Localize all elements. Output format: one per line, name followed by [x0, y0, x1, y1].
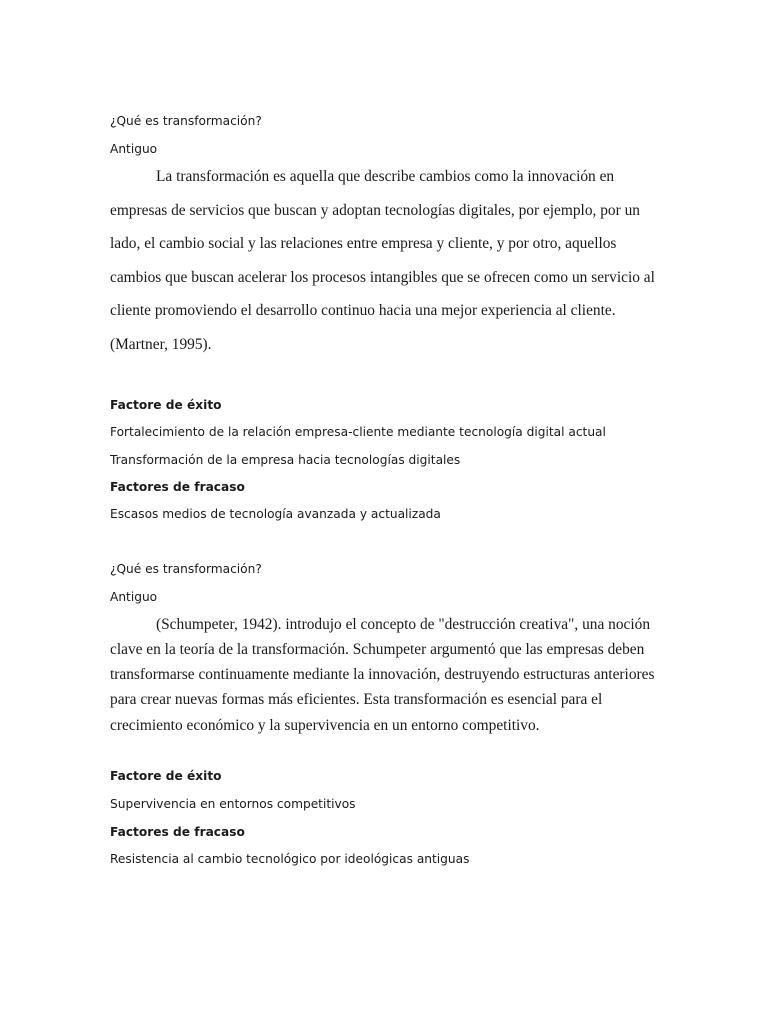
- section-1-failure-item: Escasos medios de tecnología avanzada y actualizada: [110, 507, 441, 521]
- section-2-success-heading: Factore de éxito: [110, 769, 222, 783]
- section-2-paragraph-line: transformarse continuamente mediante la innovación, destruyendo estructuras anteriores: [110, 666, 655, 683]
- section-1-success-heading: Factore de éxito: [110, 398, 222, 412]
- section-1-paragraph-line: lado, el cambio social y las relaciones entre empresa y cliente, y por otro, aquellos: [110, 235, 617, 252]
- section-1-failure-heading: Factores de fracaso: [110, 480, 245, 494]
- section-1-paragraph-line: empresas de servicios que buscan y adoptan tecnologías digitales, por ejemplo, por un: [110, 202, 640, 219]
- section-2-paragraph-line: crecimiento económico y la supervivencia en un entorno competitivo.: [110, 717, 540, 734]
- section-1-era: Antiguo: [110, 142, 158, 156]
- section-2-paragraph-line: para crear nuevas formas más eficientes. Esta transformación es esencial para el: [110, 691, 603, 708]
- section-2-failure-item: Resistencia al cambio tecnológico por ideológicas antiguas: [110, 852, 470, 866]
- section-2-question: ¿Qué es transformación?: [110, 562, 262, 576]
- section-1-success-item: Fortalecimiento de la relación empresa-cliente mediante tecnología digital actual: [110, 425, 606, 439]
- section-2-era: Antiguo: [110, 590, 158, 604]
- section-2-paragraph-line: clave en la teoría de la transformación. Schumpeter argumentó que las empresas deben: [110, 641, 645, 658]
- section-2-failure-heading: Factores de fracaso: [110, 825, 245, 839]
- section-1-paragraph-line: cliente promoviendo el desarrollo continuo hacia una mejor experiencia al cliente.: [110, 302, 616, 319]
- section-1-success-item: Transformación de la empresa hacia tecnologías digitales: [110, 453, 461, 467]
- section-1-paragraph-line: La transformación es aquella que describe cambios como la innovación en: [156, 168, 615, 185]
- section-1-question: ¿Qué es transformación?: [110, 114, 262, 128]
- section-1-paragraph-line: (Martner, 1995).: [110, 336, 212, 353]
- section-2-paragraph-line: (Schumpeter, 1942). introdujo el concepto de "destrucción creativa", una noción: [156, 616, 651, 633]
- section-1-paragraph-line: cambios que buscan acelerar los procesos intangibles que se ofrecen como un servicio al: [110, 269, 655, 286]
- section-2-success-item: Supervivencia en entornos competitivos: [110, 797, 356, 811]
